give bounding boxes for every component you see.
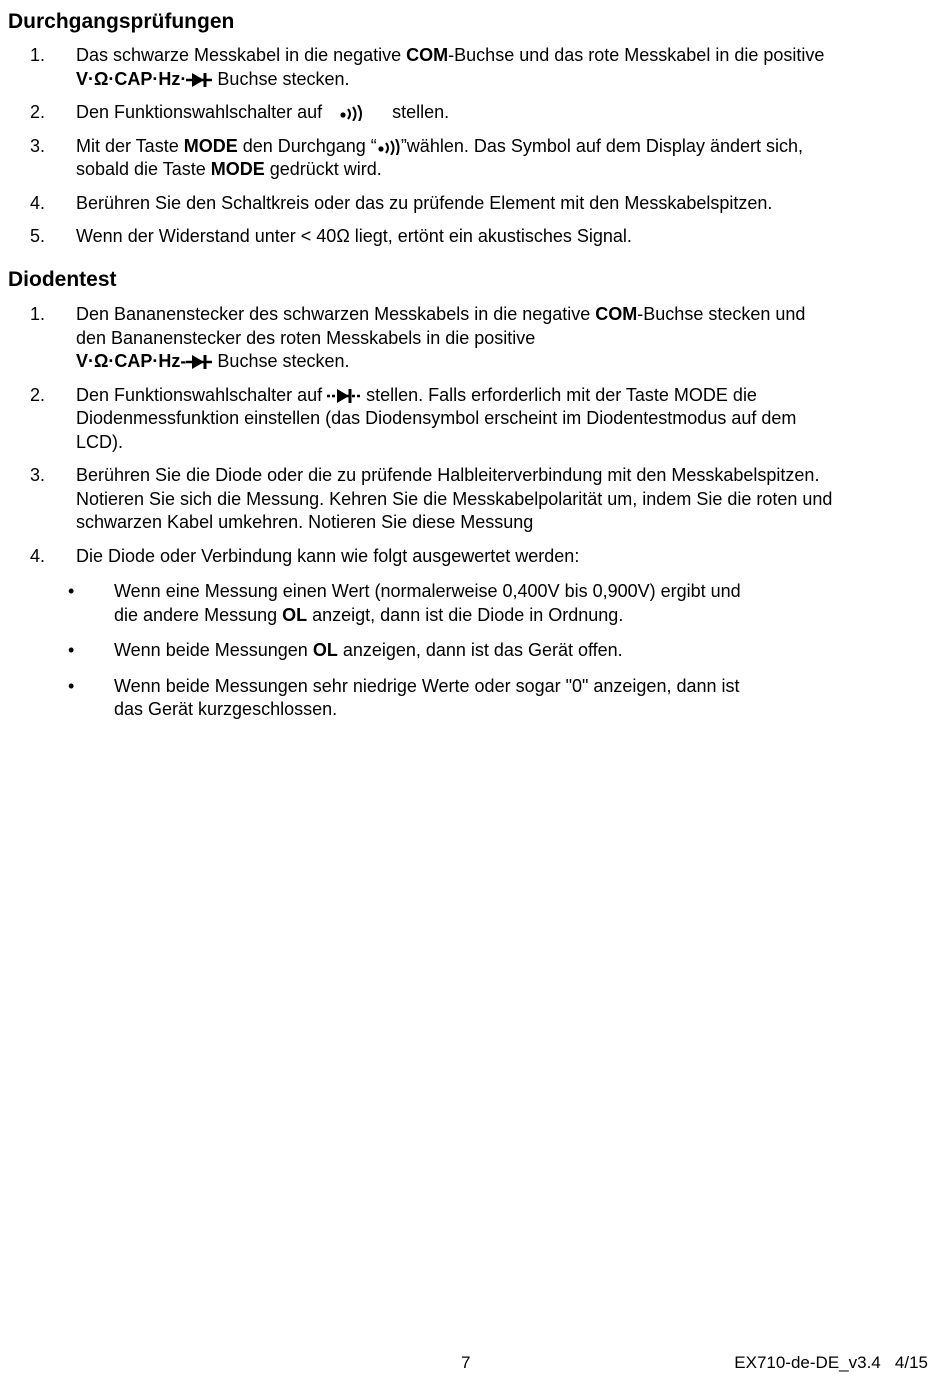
list-item: 5. Wenn der Widerstand unter < 40Ω liegt, ertönt ein akustisches Signal. xyxy=(0,225,950,249)
continuity-steps xyxy=(0,44,950,259)
list-item: 4. Die Diode oder Verbindung kann wie folgt ausgewertet werden: • Wenn eine Messung einen Wert (normalerweise 0,400V bis 0,900V) ergibt und die andere Messung OL anzeigt, dann ist die Diode in Ordnung. • Wenn beide Messungen OL anzeigen, dann ist das Gerät offen. • Wenn beide Messungen sehr niedrige Werte oder sogar "0" anzeigen, dann ist das Gerät kurzgeschlossen. xyxy=(0,545,950,722)
page-number: 7 xyxy=(461,1353,471,1372)
continuity-icon xyxy=(337,105,377,121)
diode-icon xyxy=(327,388,361,404)
bullet-dot: • xyxy=(68,675,75,696)
list-item: 4. Berühren Sie den Schaltkreis oder das zu prüfende Element mit den Messkabelspitzen. xyxy=(0,192,950,216)
diode-test-steps xyxy=(0,303,950,734)
item-number: 4. xyxy=(30,192,46,213)
bullet-item: • Wenn eine Messung einen Wert (normalerweise 0,400V bis 0,900V) ergibt und die andere Messung OL anzeigt, dann ist die Diode in Ordnung. xyxy=(68,581,741,625)
continuity-icon xyxy=(377,139,401,155)
evaluation-bullets xyxy=(0,580,936,722)
section-title-diode-test: Diodentest xyxy=(8,268,117,291)
document-id: EX710-de-DE_v3.4 4/15 xyxy=(734,1353,928,1372)
section-title-continuity: Durchgangsprüfungen xyxy=(8,10,235,33)
item-number: 4. xyxy=(30,545,46,566)
diode-icon xyxy=(186,72,212,88)
bullet-item: • Wenn beide Messungen sehr niedrige Werte oder sogar "0" anzeigen, dann ist das Gerät kurzgeschlossen. xyxy=(68,675,740,719)
bullet-item: • Wenn beide Messungen OL anzeigen, dann ist das Gerät offen. xyxy=(0,639,936,663)
bullet-dot: • xyxy=(68,640,75,660)
list-item: 3. Berühren Sie die Diode oder die zu prüfende Halbleiterverbindung mit den Messkabelspitzen. Notieren Sie sich die Messung. Kehren Sie die Messkabelpolarität um, indem Sie die roten und schwarzen Kabel umkehren. Notieren Sie diese Messung xyxy=(30,465,833,532)
item-number: 5. xyxy=(30,226,46,246)
list-item: 2. Den Funktionswahlschalter auf stellen. Falls erforderlich mit der Taste MODE die Diodenmessfunktion einstellen (das Diodensymbol erscheint im Diodentestmodus auf dem LCD). xyxy=(30,384,797,452)
item-number: 3. xyxy=(30,135,46,156)
item-number: 1. xyxy=(30,45,46,65)
item-number: 2. xyxy=(30,384,46,405)
bullet-dot: • xyxy=(68,581,75,601)
item-number: 2. xyxy=(30,102,46,122)
item-number: 1. xyxy=(30,304,46,324)
item-number: 3. xyxy=(30,465,46,485)
diode-icon xyxy=(186,354,212,370)
list-item: 3. Mit der Taste MODE den Durchgang “ ”wählen. Das Symbol auf dem Display ändert sich, sobald die Taste MODE gedrückt wird. xyxy=(30,135,803,179)
list-item: 1. Den Bananenstecker des schwarzen Messkabels in die negative COM-Buchse stecken und den Bananenstecker des roten Messkabels in die positive V·Ω·CAP·Hz- Buchse stecken. xyxy=(30,304,806,371)
list-item: 2. Den Funktionswahlschalter auf stellen. xyxy=(0,101,950,125)
list-item: 1. Das schwarze Messkabel in die negative COM-Buchse und das rote Messkabel in die positive V·Ω·CAP·Hz· Buchse stecken. xyxy=(30,45,825,89)
